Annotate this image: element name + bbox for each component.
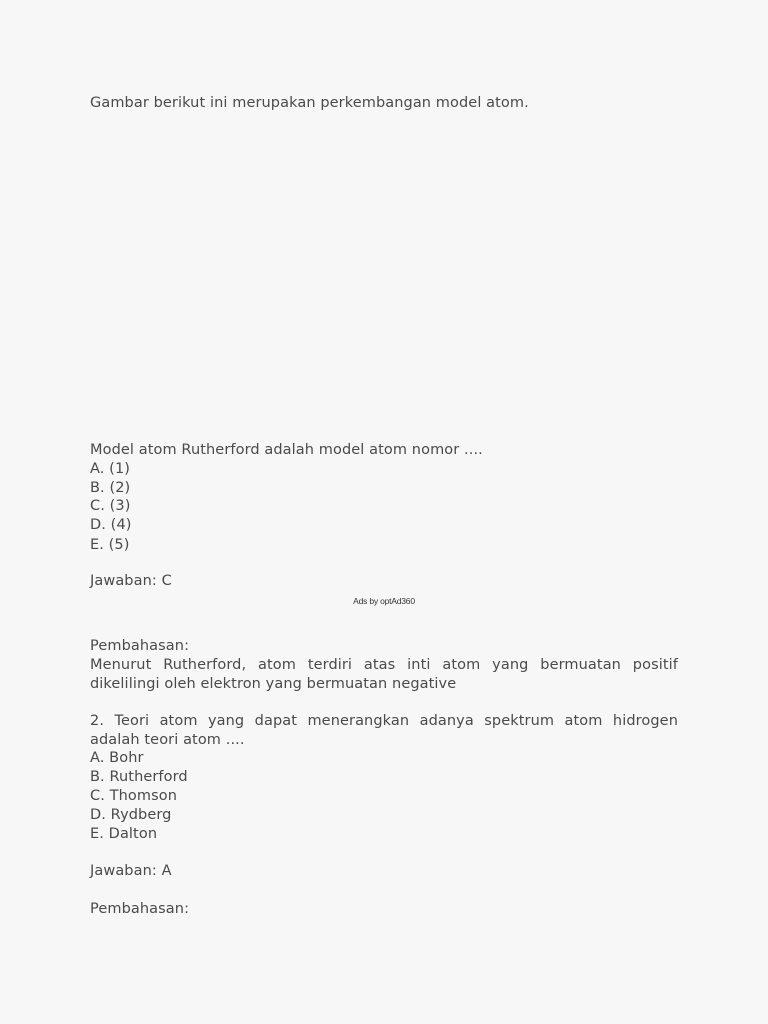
explanation-1-line-2: dikelilingi oleh elektron yang bermuatan negative: [90, 676, 457, 692]
explanation-1-heading: Pembahasan:: [90, 638, 190, 654]
question-1-answer: Jawaban: C: [90, 573, 172, 589]
explanation-2-heading: Pembahasan:: [90, 901, 190, 917]
question-1-option-c: C. (3): [90, 498, 131, 514]
question-2-option-d: D. Rydberg: [90, 807, 172, 823]
intro-text: Gambar berikut ini merupakan perkembangan model atom.: [90, 95, 529, 111]
question-2-option-c: C. Thomson: [90, 788, 178, 804]
question-2-text-line-2: adalah teori atom ....: [90, 732, 245, 748]
question-1-text: Model atom Rutherford adalah model atom nomor ....: [90, 442, 483, 458]
question-2-answer: Jawaban: A: [90, 863, 172, 879]
ads-label[interactable]: Ads by optAd360: [353, 596, 415, 606]
question-1-option-e: E. (5): [90, 537, 130, 553]
question-1-option-d: D. (4): [90, 517, 132, 533]
question-2-option-b: B. Rutherford: [90, 769, 188, 785]
question-2-text-line-1: 2. Teori atom yang dapat menerangkan adanya spektrum atom hidrogen: [90, 713, 678, 729]
question-1-option-b: B. (2): [90, 480, 131, 496]
explanation-1-line-1: Menurut Rutherford, atom terdiri atas inti atom yang bermuatan positif: [90, 657, 678, 673]
question-2-option-a: A. Bohr: [90, 750, 144, 766]
question-1-option-a: A. (1): [90, 461, 131, 477]
question-2-option-e: E. Dalton: [90, 826, 158, 842]
